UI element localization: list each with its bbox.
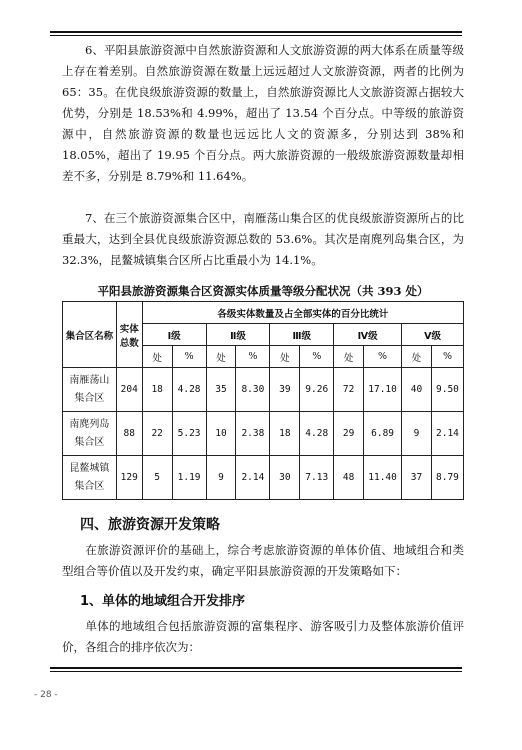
cell: 4.28 bbox=[300, 412, 334, 456]
cell: 18 bbox=[270, 412, 300, 456]
combo-paragraph bbox=[62, 616, 464, 658]
section-heading: 四、旅游资源开发策略 bbox=[80, 517, 220, 533]
subheader-count: 处 bbox=[206, 346, 236, 368]
subheader-count: 处 bbox=[142, 346, 172, 368]
row-name-line1: 昆鳌城镇 bbox=[69, 462, 110, 474]
quality-grade-table bbox=[62, 301, 464, 500]
cell: 9.50 bbox=[431, 368, 463, 412]
subheader-count: 处 bbox=[270, 346, 300, 368]
strategy-paragraph bbox=[62, 540, 464, 582]
row-name-line2: 集合区 bbox=[74, 480, 105, 492]
subheader-count: 处 bbox=[334, 346, 364, 368]
cell: 8.30 bbox=[236, 368, 270, 412]
cell: 35 bbox=[206, 368, 236, 412]
subheader-pct: % bbox=[431, 346, 463, 368]
cell: 5 bbox=[142, 456, 172, 500]
cell: 2.14 bbox=[236, 456, 270, 500]
row-area-name bbox=[63, 368, 117, 412]
header-total: 实体总数 bbox=[116, 302, 142, 368]
header-level-2: Ⅱ级 bbox=[206, 324, 270, 346]
header-level-1: Ⅰ级 bbox=[142, 324, 206, 346]
row-total: 204 bbox=[116, 368, 142, 412]
cell: 9.26 bbox=[300, 368, 334, 412]
combo-paragraph-text: 单体的地域组合包括旅游资源的富集程序、游客吸引力及整体旅游价值评价，各组合的排序依次为： bbox=[62, 619, 464, 654]
cell: 10 bbox=[206, 412, 236, 456]
bottom-rule bbox=[50, 667, 462, 669]
cell: 1.19 bbox=[172, 456, 206, 500]
cell: 9 bbox=[206, 456, 236, 500]
page-number: - 28 - bbox=[34, 690, 58, 700]
top-rule bbox=[50, 31, 462, 33]
cell: 2.38 bbox=[236, 412, 270, 456]
cell: 6.89 bbox=[364, 412, 402, 456]
row-name-line1: 南雁荡山 bbox=[69, 374, 110, 386]
cell: 2.14 bbox=[431, 412, 463, 456]
header-area-name: 集合区名称 bbox=[63, 302, 117, 368]
cell: 4.28 bbox=[172, 368, 206, 412]
cell: 22 bbox=[142, 412, 172, 456]
row-total: 129 bbox=[116, 456, 142, 500]
cell: 48 bbox=[334, 456, 364, 500]
cell: 18 bbox=[142, 368, 172, 412]
table-row bbox=[63, 412, 464, 456]
row-total: 88 bbox=[116, 412, 142, 456]
cell: 39 bbox=[270, 368, 300, 412]
cell: 5.23 bbox=[172, 412, 206, 456]
cell: 17.10 bbox=[364, 368, 402, 412]
cell: 29 bbox=[334, 412, 364, 456]
strategy-paragraph-text: 在旅游资源评价的基础上，综合考虑旅游资源的单体价值、地域组合和类型组合等价值以及开发约束，确定平阳县旅游资源的开发策略如下： bbox=[62, 543, 464, 578]
cell: 37 bbox=[402, 456, 432, 500]
subsection-heading: 1、单体的地域组合开发排序 bbox=[80, 594, 246, 609]
cell: 9 bbox=[402, 412, 432, 456]
cell: 8.79 bbox=[431, 456, 463, 500]
subheader-pct: % bbox=[236, 346, 270, 368]
cell: 30 bbox=[270, 456, 300, 500]
header-group: 各级实体数量及占全部实体的百分比统计 bbox=[142, 302, 463, 324]
header-level-3: Ⅲ级 bbox=[270, 324, 334, 346]
cell: 7.13 bbox=[300, 456, 334, 500]
row-name-line1: 南麂列岛 bbox=[69, 418, 110, 430]
table-title: 平阳县旅游资源集合区资源实体质量等级分配状况（共 393 处） bbox=[97, 284, 429, 298]
row-name-line2: 集合区 bbox=[74, 436, 105, 448]
row-area-name bbox=[63, 412, 117, 456]
cell: 11.40 bbox=[364, 456, 402, 500]
cell: 72 bbox=[334, 368, 364, 412]
paragraph-6 bbox=[62, 40, 464, 187]
subheader-pct: % bbox=[364, 346, 402, 368]
table-row bbox=[63, 456, 464, 500]
row-name-line2: 集合区 bbox=[74, 392, 105, 404]
header-level-5: Ⅴ级 bbox=[402, 324, 464, 346]
header-level-4: Ⅳ级 bbox=[334, 324, 402, 346]
subheader-count: 处 bbox=[402, 346, 432, 368]
paragraph-7 bbox=[62, 208, 464, 271]
subheader-pct: % bbox=[172, 346, 206, 368]
table-row bbox=[63, 368, 464, 412]
paragraph-7-text: 7、在三个旅游资源集合区中，南雁荡山集合区的优良级旅游资源所占的比重最大，达到全县优良级旅游资源总数的 53.6%。其次是南麂列岛集合区，为 32.3%，昆鳌城镇集合区所占比重最小为 14.1%。 bbox=[62, 211, 464, 267]
top-rule-thin bbox=[50, 35, 462, 36]
bottom-rule-thin bbox=[50, 671, 462, 672]
row-area-name bbox=[63, 456, 117, 500]
paragraph-6-text: 6、平阳县旅游资源中自然旅游资源和人文旅游资源的两大体系在质量等级上存在着差别。自然旅游资源在数量上远远超过人文旅游资源，两者的比例为 65：35。在优良级旅游资源的数量上，自然旅游资源比人文旅游资源占据较大优势，分别是 18.53%和 4.99%，超出了 13.54 个百分点。中等级的旅游资源中，自然旅游资源的数量也远远比人文的资源多，分别达到 38%和 18.05%，超出了 19.95 个百分点。两大旅游资源的一般级旅游资源数量却相差不多，分别是 8.79%和 11.64%。 bbox=[62, 43, 464, 183]
subheader-pct: % bbox=[300, 346, 334, 368]
cell: 40 bbox=[402, 368, 432, 412]
